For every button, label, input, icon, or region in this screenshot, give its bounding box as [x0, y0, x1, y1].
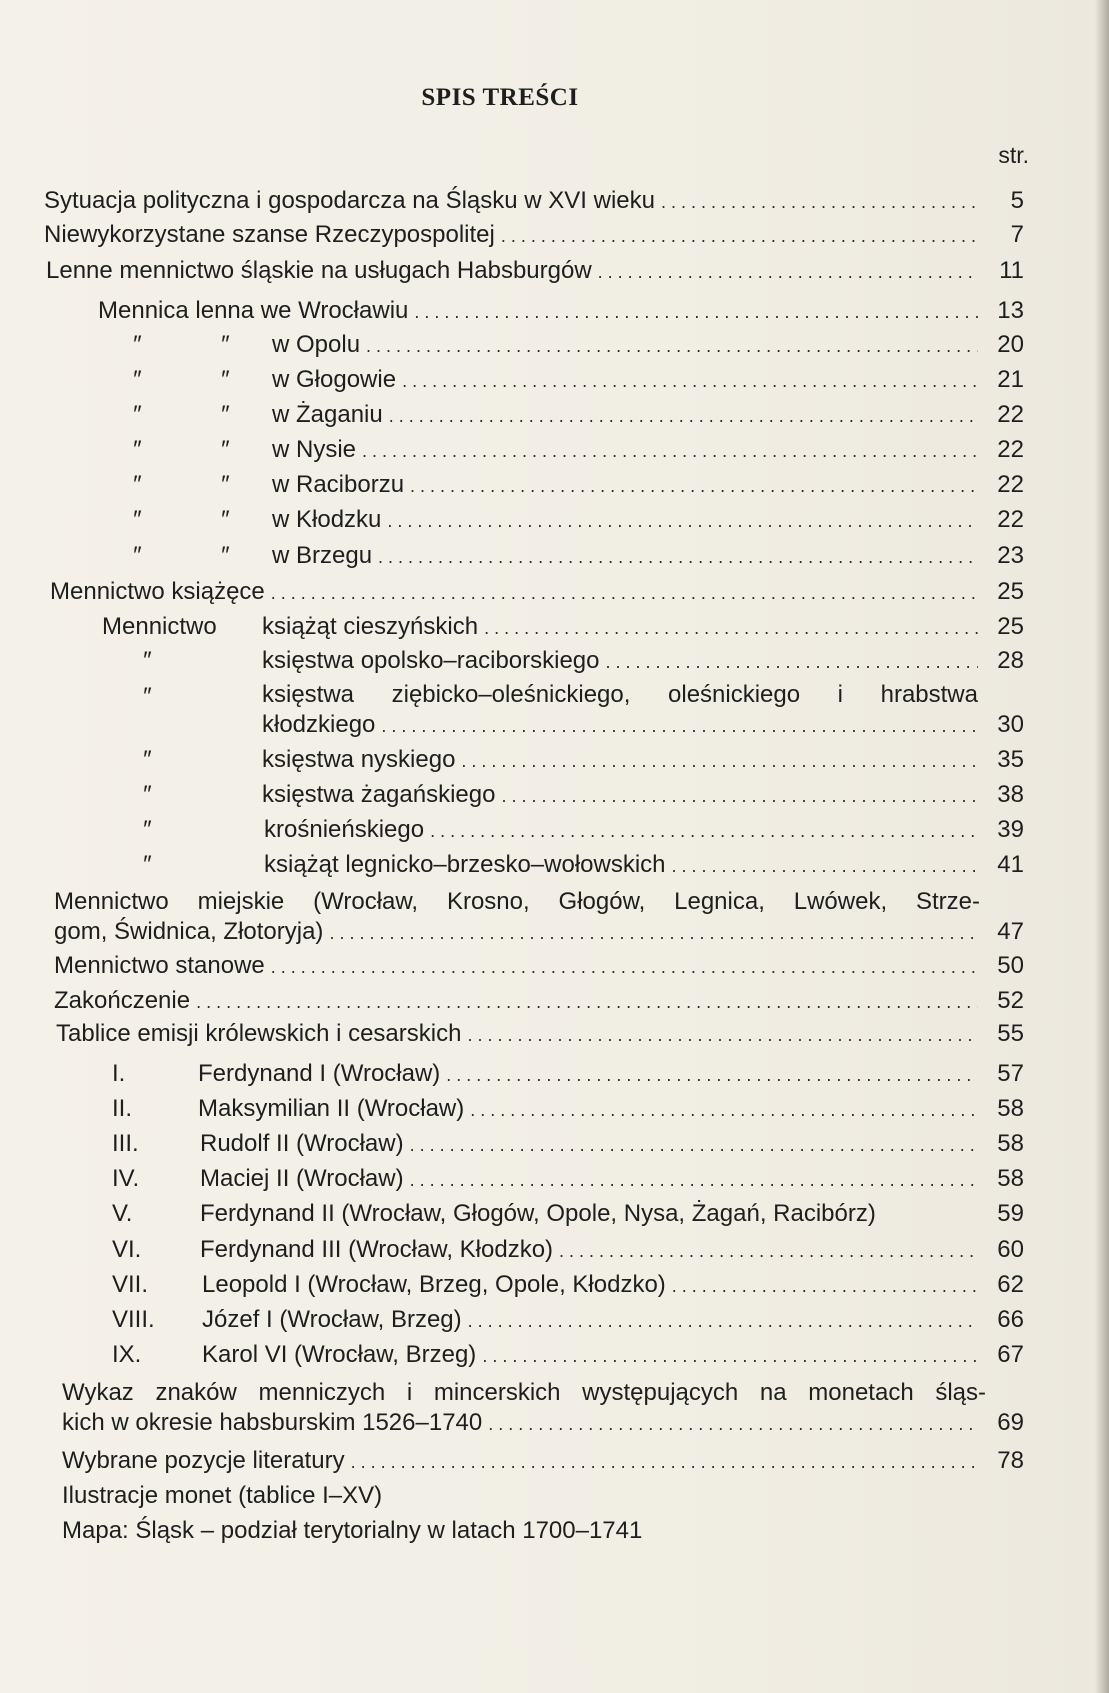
- dot-leader: [351, 1447, 978, 1477]
- toc-entry-label: Mennictwo stanowe: [54, 952, 265, 979]
- toc-page-number: 25: [997, 613, 1024, 640]
- dot-leader: [446, 1060, 978, 1090]
- toc-entry-label: Mennictwo książęce: [50, 578, 265, 605]
- toc-page-number: 28: [997, 647, 1024, 674]
- toc-entry: [132, 400, 1024, 431]
- ditto-mark: ″: [132, 401, 141, 428]
- toc-page-number: 66: [997, 1306, 1024, 1333]
- toc-entry: [262, 710, 1024, 741]
- toc-entry-label: Wybrane pozycje literatury: [62, 1447, 345, 1474]
- toc-entry-label: Wykaz znaków menniczych i mincerskich występujących na monetach śląs-: [62, 1379, 986, 1406]
- toc-page-number: 78: [997, 1447, 1024, 1474]
- toc-entry: [98, 296, 1024, 327]
- roman-numeral: VI.: [112, 1236, 142, 1263]
- dot-leader: [468, 1306, 978, 1336]
- ditto-mark: ″: [132, 506, 141, 533]
- ditto-mark: ″: [220, 401, 229, 428]
- toc-entry-label: księstwa żagańskiego: [262, 781, 496, 808]
- toc-entry-label: Zakończenie: [54, 987, 191, 1014]
- toc-entry: [112, 1305, 1024, 1336]
- toc-page-number: 5: [1010, 187, 1024, 214]
- toc-entry: [142, 646, 1024, 677]
- toc-entry-label: w Brzegu: [272, 542, 373, 569]
- dot-leader: [389, 401, 978, 431]
- toc-entry: [112, 1270, 1024, 1301]
- toc-page-number: 13: [997, 297, 1024, 324]
- ditto-mark: ″: [132, 331, 141, 358]
- toc-entry-label: księstwa ziębicko–oleśnickiego, oleśnickiego i hrabstwa: [262, 681, 978, 708]
- toc-page-number: 22: [997, 401, 1024, 428]
- toc-entry-label: krośnieńskiego: [264, 816, 425, 843]
- toc-entry-label: Tablice emisji królewskich i cesarskich: [56, 1020, 462, 1047]
- ditto-mark: ″: [132, 471, 141, 498]
- dot-leader: [378, 542, 978, 572]
- toc-page-number: 58: [997, 1165, 1024, 1192]
- toc-entry: [54, 986, 1024, 1017]
- dot-leader: [461, 746, 978, 776]
- roman-numeral: IX.: [112, 1341, 142, 1368]
- toc-entry: [112, 1340, 1024, 1371]
- toc-page-number: 58: [997, 1130, 1024, 1157]
- roman-numeral: II.: [112, 1095, 133, 1122]
- toc-entry: [62, 1446, 1024, 1477]
- toc-page-number: 67: [997, 1341, 1024, 1368]
- ditto-mark: ″: [220, 436, 229, 463]
- toc-page-number: 23: [997, 542, 1024, 569]
- toc-entry-label: Sytuacja polityczna i gospodarcza na Śląsku w XVI wieku: [44, 187, 655, 214]
- dot-leader: [598, 257, 978, 287]
- toc-page-number: 39: [997, 816, 1024, 843]
- toc-page-number: 30: [997, 711, 1024, 738]
- toc-entry: [132, 330, 1024, 361]
- toc-entry: [112, 1164, 1024, 1195]
- dot-leader: [414, 297, 978, 327]
- toc-entry-label: Mennica lenna we Wrocławiu: [98, 297, 409, 324]
- dot-leader: [488, 1409, 978, 1439]
- toc-entry-label: Lenne mennictwo śląskie na usługach Habsburgów: [46, 257, 592, 284]
- toc-entry-label: książąt legnicko–brzesko–wołowskich: [264, 851, 666, 878]
- toc-page-number: 11: [999, 257, 1024, 284]
- dot-leader: [271, 952, 978, 982]
- toc-entry: [50, 577, 1024, 608]
- toc-entry-label: Ferdynand III (Wrocław, Kłodzko): [200, 1236, 554, 1263]
- toc-entry: [132, 505, 1024, 536]
- ditto-mark: ″: [220, 542, 229, 569]
- toc-entry-label: kłodzkiego: [262, 711, 376, 738]
- toc-page-number: 62: [997, 1271, 1024, 1298]
- toc-entry-label: Leopold I (Wrocław, Brzeg, Opole, Kłodzko): [202, 1271, 666, 1298]
- toc-entry-label: w Żaganiu: [272, 401, 383, 428]
- toc-entry: [142, 815, 1024, 846]
- ditto-mark: ″: [142, 683, 151, 710]
- dot-leader: [606, 647, 979, 677]
- ditto-mark: ″: [220, 471, 229, 498]
- toc-entry-label: książąt cieszyńskich: [262, 613, 479, 640]
- toc-entry-label: w Głogowie: [272, 366, 397, 393]
- toc-entry-label: księstwa opolsko–raciborskiego: [262, 647, 600, 674]
- toc-entry-label: Józef I (Wrocław, Brzeg): [202, 1306, 462, 1333]
- ditto-mark: ″: [132, 366, 141, 393]
- dot-leader: [484, 613, 978, 643]
- toc-entry: [44, 220, 1024, 251]
- page-column-header: str.: [998, 142, 1029, 168]
- toc-page-number: 60: [997, 1236, 1024, 1263]
- dot-leader: [271, 578, 978, 608]
- dot-leader: [661, 187, 978, 217]
- ditto-mark: ″: [142, 647, 151, 674]
- toc-page-number: 58: [997, 1095, 1024, 1122]
- toc-entry: [112, 1199, 1024, 1229]
- toc-entry: [44, 186, 1024, 217]
- toc-entry: [56, 1019, 1024, 1050]
- dot-leader: [672, 1271, 978, 1301]
- toc-entry: [112, 1094, 1024, 1125]
- toc-entry-label: Maciej II (Wrocław): [200, 1165, 404, 1192]
- toc-page-number: 69: [997, 1409, 1024, 1436]
- dot-leader: [366, 331, 978, 361]
- toc-entry: [112, 1129, 1024, 1160]
- toc-page-number: 50: [997, 952, 1024, 979]
- ditto-mark: ″: [142, 816, 151, 843]
- toc-entry-label: Rudolf II (Wrocław): [200, 1130, 404, 1157]
- dot-leader: [467, 1020, 978, 1050]
- toc-entry-label: Ferdynand II (Wrocław, Głogów, Opole, Nysa, Żagań, Racibórz): [200, 1200, 876, 1227]
- ditto-mark: ″: [220, 506, 229, 533]
- dot-leader: [196, 987, 978, 1017]
- ditto-mark: ″: [142, 781, 151, 808]
- toc-entry-label: Ilustracje monet (tablice I–XV): [62, 1482, 383, 1509]
- toc-entry-label: Mennictwo miejskie (Wrocław, Krosno, Głogów, Legnica, Lwówek, Strze-: [54, 888, 980, 915]
- dot-leader: [410, 1130, 978, 1160]
- dot-leader: [381, 711, 978, 741]
- toc-entry: [132, 541, 1024, 572]
- toc-entry: [132, 435, 1024, 466]
- toc-entry-label: w Raciborzu: [272, 471, 405, 498]
- toc-page-number: 22: [997, 436, 1024, 463]
- toc-page-number: 38: [997, 781, 1024, 808]
- roman-numeral: VII.: [112, 1271, 149, 1298]
- dot-leader: [362, 436, 978, 466]
- toc-entry-label: księstwa nyskiego: [262, 746, 456, 773]
- toc-page-number: 22: [997, 471, 1024, 498]
- ditto-mark: ″: [132, 542, 141, 569]
- toc-entry: [142, 850, 1024, 881]
- dot-leader: [672, 851, 978, 881]
- dot-leader: [559, 1236, 978, 1266]
- toc-page-number: 20: [997, 331, 1024, 358]
- dot-leader: [482, 1341, 978, 1371]
- toc-entry: [132, 365, 1024, 396]
- toc-entry-label: kich w okresie habsburskim 1526–1740: [62, 1409, 483, 1436]
- toc-page-number: 47: [997, 918, 1024, 945]
- toc-entry: [54, 917, 1024, 948]
- toc-page-number: 55: [997, 1020, 1024, 1047]
- toc-page-number: 41: [997, 851, 1024, 878]
- toc-entry: [112, 1235, 1024, 1266]
- roman-numeral: VIII.: [112, 1306, 155, 1333]
- ditto-mark: ″: [132, 436, 141, 463]
- toc-entry-label: Niewykorzystane szanse Rzeczypospolitej: [44, 221, 495, 248]
- toc-page-number: 52: [997, 987, 1024, 1014]
- toc-entry: [132, 470, 1024, 501]
- toc-entry-label: Mennictwo: [102, 613, 217, 640]
- roman-numeral: V.: [112, 1200, 133, 1227]
- toc-page-number: 57: [997, 1060, 1024, 1087]
- toc-entry-label: w Kłodzku: [272, 506, 382, 533]
- toc-page-number: 21: [997, 366, 1024, 393]
- toc-entry: [62, 1408, 1024, 1439]
- roman-numeral: I.: [112, 1060, 126, 1087]
- toc-entry-label: w Nysie: [272, 436, 357, 463]
- toc-entry-label: Maksymilian II (Wrocław): [198, 1095, 465, 1122]
- dot-leader: [387, 506, 978, 536]
- dot-leader: [402, 366, 978, 396]
- toc-entry: [142, 745, 1024, 776]
- dot-leader: [430, 816, 978, 846]
- toc-entry-label: Mapa: Śląsk – podział terytorialny w latach 1700–1741: [62, 1517, 643, 1544]
- dot-leader: [501, 221, 978, 251]
- toc-page-number: 22: [997, 506, 1024, 533]
- page-title: SPIS TREŚCI: [421, 84, 579, 111]
- roman-numeral: III.: [112, 1130, 139, 1157]
- dot-leader: [410, 1165, 978, 1195]
- ditto-mark: ″: [142, 746, 151, 773]
- ditto-mark: ″: [142, 851, 151, 878]
- ditto-mark: ″: [220, 366, 229, 393]
- dot-leader: [410, 471, 978, 501]
- toc-entry-label: Karol VI (Wrocław, Brzeg): [202, 1341, 477, 1368]
- toc-entry: [54, 951, 1024, 982]
- toc-entry: [46, 256, 1024, 287]
- toc-page-number: 7: [1010, 221, 1024, 248]
- dot-leader: [501, 781, 978, 811]
- toc-entry: [102, 612, 1024, 643]
- toc-page-number: 35: [997, 746, 1024, 773]
- roman-numeral: IV.: [112, 1165, 140, 1192]
- toc-page-number: 25: [997, 578, 1024, 605]
- toc-entry: [112, 1059, 1024, 1090]
- toc-entry: [142, 780, 1024, 811]
- toc-entry-label: gom, Świdnica, Złotoryja): [54, 918, 324, 945]
- dot-leader: [470, 1095, 978, 1125]
- toc-entry-label: Ferdynand I (Wrocław): [198, 1060, 441, 1087]
- ditto-mark: ″: [220, 331, 229, 358]
- dot-leader: [329, 918, 978, 948]
- toc-entry-label: w Opolu: [272, 331, 361, 358]
- toc-page-number: 59: [997, 1200, 1024, 1227]
